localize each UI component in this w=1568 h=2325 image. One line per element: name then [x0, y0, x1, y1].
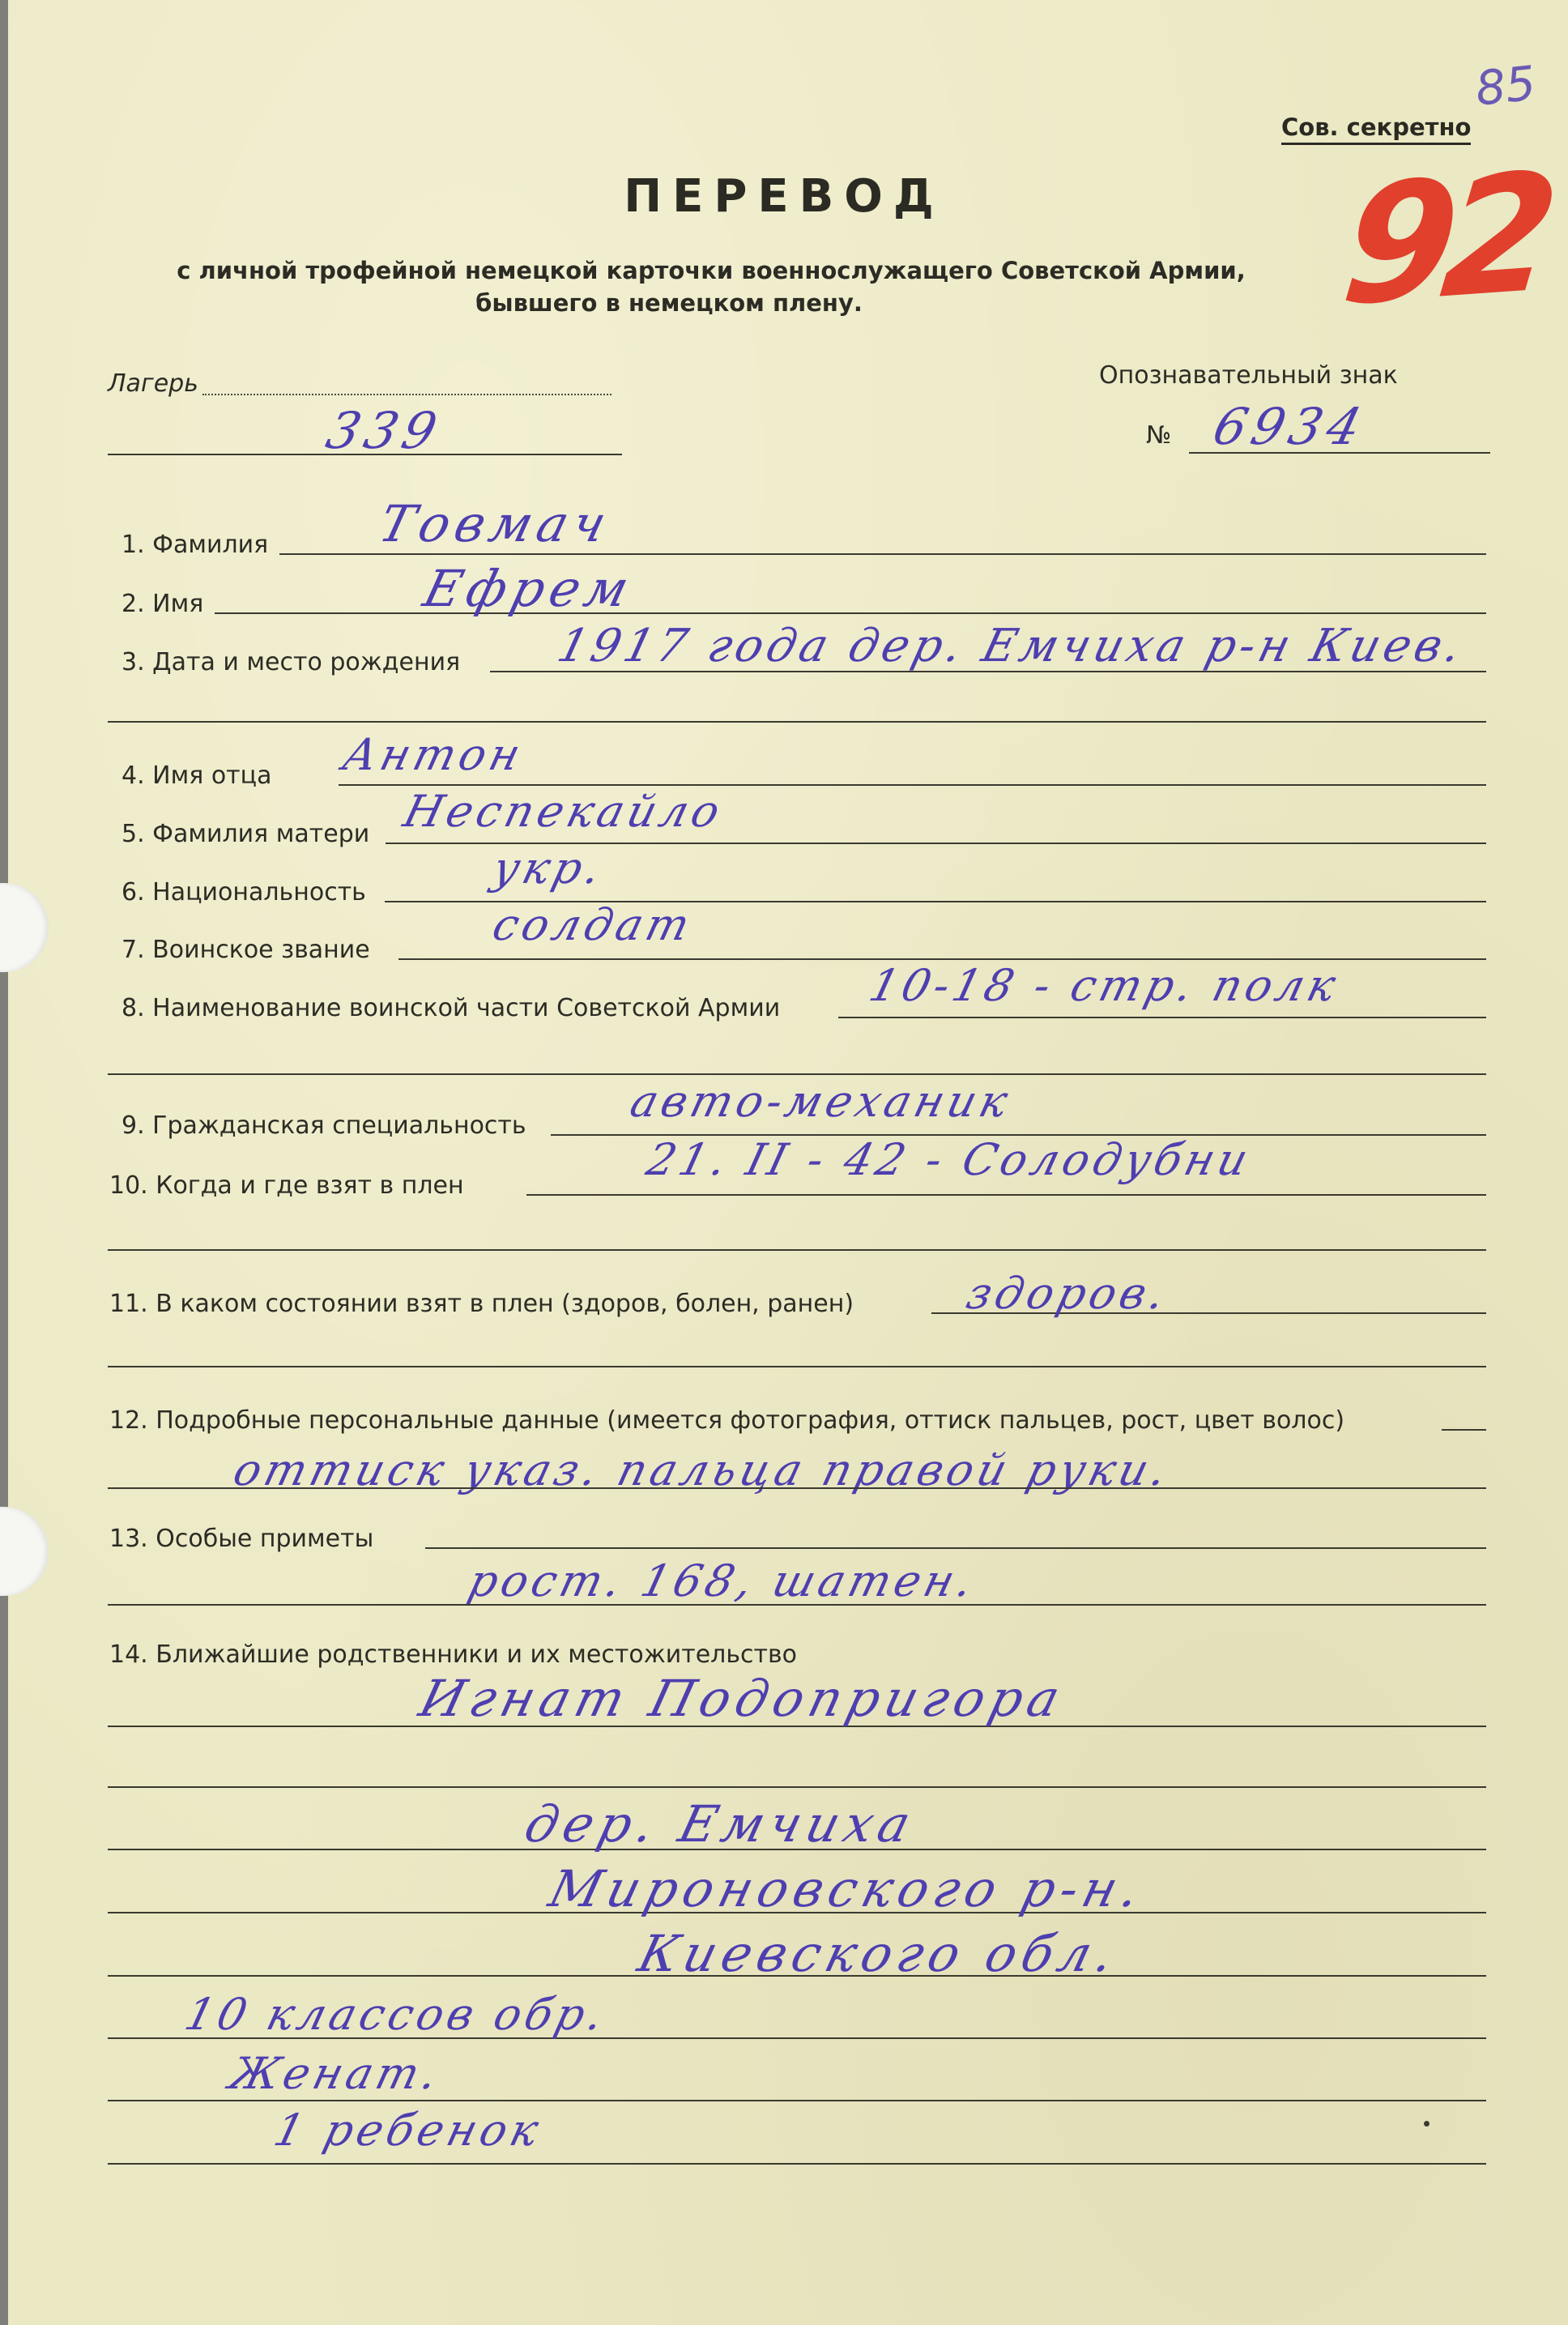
- camp-underline: [108, 454, 622, 455]
- field-value-personal-data: оттиск указ. пальца правой руки.: [228, 1444, 1177, 1495]
- field-value-captured: 21. II - 42 - Солодубни: [641, 1134, 1258, 1185]
- id-tag-number-sign: №: [1146, 421, 1172, 450]
- field-value-first-name: Ефрем: [417, 559, 641, 618]
- field-value-unit: 10-18 - стр. полк: [864, 960, 1345, 1011]
- archive-number-purple: 85: [1472, 55, 1539, 117]
- punch-hole: [0, 1507, 49, 1596]
- field-label-surname: 1. Фамилия: [121, 531, 269, 559]
- field-label-father-name: 4. Имя отца: [121, 761, 272, 790]
- field-line-unit: [838, 1017, 1486, 1018]
- relatives-address-line1: дер. Емчиха: [518, 1794, 922, 1854]
- note-children: 1 ребенок: [269, 2105, 548, 2156]
- field-value-rank: солдат: [488, 899, 699, 950]
- document-subtitle-line1: с личной трофейной немецкой карточки военнослужащего Советской Армии,: [177, 257, 1246, 284]
- field-line-relatives-2: [108, 1786, 1486, 1788]
- field-label-personal-data: 12. Подробные персональные данные (имеется фотография, оттиск пальцев, рост, цвет волос): [109, 1406, 1345, 1435]
- scan-edge: [0, 0, 8, 2325]
- field-label-birth: 3. Дата и место рождения: [121, 648, 461, 676]
- field-line-relatives-7: [108, 2100, 1486, 2101]
- field-line-first-name: [215, 612, 1486, 614]
- field-label-first-name: 2. Имя: [121, 590, 204, 618]
- archive-number-red: 92: [1334, 138, 1554, 343]
- classification-stamp: Сов. секретно: [1281, 113, 1471, 145]
- field-value-birth: 1917 года дер. Емчиха р-н Киев.: [552, 620, 1471, 672]
- note-marital-status: Женат.: [224, 2048, 447, 2099]
- field-line-unit-extra: [108, 1073, 1486, 1075]
- field-label-relatives: 14. Ближайшие родственники и их местожительство: [109, 1640, 798, 1669]
- field-label-captured: 10. Когда и где взят в плен: [109, 1171, 464, 1200]
- field-label-mother-surname: 5. Фамилия матери: [121, 820, 370, 848]
- relatives-address-line2: Мироновского р-н.: [543, 1859, 1152, 1918]
- field-label-nationality: 6. Национальность: [121, 878, 366, 907]
- camp-value: 339: [320, 401, 449, 460]
- ink-dot: [1424, 2121, 1430, 2127]
- field-line-surname: [279, 553, 1486, 555]
- field-label-civil-profession: 9. Гражданская специальность: [121, 1111, 526, 1140]
- camp-dotted-line: [202, 394, 611, 395]
- id-tag-label: Опознавательный знак: [1099, 361, 1398, 390]
- field-value-civil-profession: авто-механик: [625, 1076, 1017, 1127]
- field-line-captured: [526, 1194, 1486, 1196]
- id-tag-underline: [1189, 452, 1490, 454]
- field-line-captured-extra: [108, 1249, 1486, 1251]
- field-line-personal-data: [1442, 1429, 1486, 1431]
- field-label-special-marks: 13. Особые приметы: [109, 1525, 374, 1553]
- field-line-personal-data-extra: [108, 1487, 1486, 1489]
- relatives-address-line3: Киевского обл.: [632, 1924, 1126, 1983]
- note-education: 10 классов обр.: [180, 1989, 613, 2040]
- document-title: ПЕРЕВОД: [624, 170, 944, 223]
- field-value-father-name: Антон: [338, 729, 530, 780]
- field-label-unit: 8. Наименование воинской части Советской Армии: [121, 994, 781, 1022]
- field-value-condition: здоров.: [961, 1268, 1174, 1319]
- field-value-surname: Товмач: [373, 494, 618, 553]
- punch-hole: [0, 883, 49, 972]
- field-line-special-marks-extra: [108, 1604, 1486, 1606]
- camp-label: Лагерь: [108, 369, 198, 398]
- field-value-special-marks: рост. 168, шатен.: [463, 1555, 982, 1606]
- field-line-relatives-8: [108, 2163, 1486, 2165]
- field-label-condition: 11. В каком состоянии взят в плен (здоров, болен, ранен): [109, 1290, 854, 1318]
- document-subtitle-line2: бывшего в немецком плену.: [475, 289, 863, 317]
- field-value-mother-surname: Неспекайло: [398, 786, 729, 837]
- field-line-special-marks: [425, 1547, 1486, 1549]
- field-line-condition-extra: [108, 1366, 1486, 1367]
- field-line-birth-extra: [108, 721, 1486, 723]
- id-tag-value: 6934: [1207, 397, 1373, 456]
- field-label-rank: 7. Воинское звание: [121, 936, 370, 964]
- field-value-relatives: Игнат Подопригора: [413, 1669, 1072, 1728]
- field-value-nationality: укр.: [488, 843, 611, 894]
